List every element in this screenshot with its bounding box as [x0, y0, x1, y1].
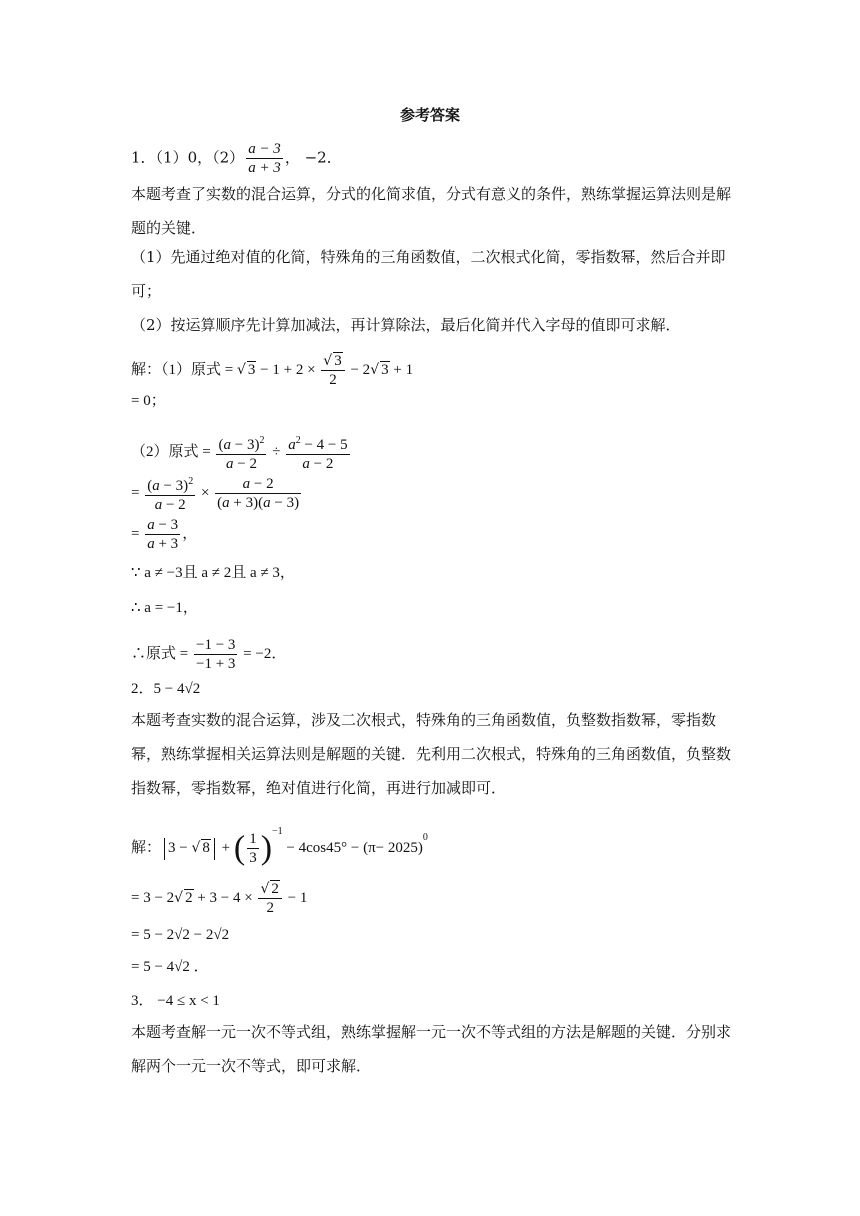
q1-condition: ∵ a ≠ −3且 a ≠ 2且 a ≠ 3， — [131, 565, 295, 581]
q1-final-value: = −2． — [243, 645, 287, 662]
q2-step-4: = 5 − 4√2 ． — [131, 959, 209, 975]
q1-sol1-label: 解：（1）原式 — [131, 361, 222, 378]
q2-answer-line — [131, 679, 200, 699]
q1-prefix: 1．（1）0，（2） — [131, 148, 245, 167]
q1-solution-2-step3: = $\frac{a - 3}{a + 3}$ ， — [131, 517, 198, 552]
q1-frac-den: a + 3 — [248, 160, 281, 176]
q2-step-2: = 3 − 2√ 2 + 3 − 4 × $\frac{√ 2}{2}$ − 1 — [131, 881, 308, 916]
q1-hint-2: （2）按运算顺序先计算加减法，再计算除法，最后化简并代入字母的值即可求解． — [131, 316, 681, 334]
q1-solution-2: （2）原式 = $\frac{(a - 3)^2}{a - 2}$ ÷ $\frac{a^2 - 4 - 5}{a - 2}$ — [131, 432, 352, 473]
q2-step-3: = 5 − 2√2 − 2√2 — [131, 927, 230, 943]
q1-final-num: −1 − 3 — [195, 637, 236, 653]
q1-intro: 本题考查了实数的混合运算，分式的化简求值，分式有意义的条件，熟练掌握运算法则是解题的关键． — [131, 185, 732, 237]
q1-solution-2-step2: = $\frac{(a - 3)^2}{a - 2}$ × $\frac{a - 2}{(a + 3)(a - 3)}$ — [131, 473, 303, 514]
q1-final-fraction — [194, 636, 237, 673]
q1-final-label: ∴原式 — [131, 645, 177, 662]
q1-a-value: ∴ a = −1， — [131, 600, 198, 616]
q2-prefix: 2． — [131, 681, 154, 697]
q1-answer-fraction — [246, 140, 283, 177]
q1-final-den: −1 + 3 — [195, 656, 236, 672]
q2-intro: 本题考查实数的混合运算，涉及二次根式，特殊角的三角函数值，负整数指数幂，零指数幂，熟练掌握相关运算法则是解题的关键．先利用二次根式，特殊角的三角函数值，负整数指数幂，零指数幂，绝对值进行化简，再进行加减即可． — [131, 711, 732, 797]
q2-answer: 5 − 4√2 — [153, 681, 201, 697]
q1-sol2-label: （2）原式 — [131, 443, 199, 460]
q1-solution-1: 解：（1）原式 = √ 3 − 1 + 2 × $\frac{√ 3}{2}$ − 2√ 3 + 1 — [131, 353, 414, 388]
q1-sol1-result: = 0； — [131, 393, 166, 409]
q2-solution: 解： 3 − √ 8 + ( $\frac{1}{3}$ )$^{-1} - 4\cos 45^\circ - (\pi- 2025)^0$ — [131, 826, 428, 867]
q1-answer-line — [131, 140, 342, 177]
q3-answer-line: 3． −4 ≤ x < 1 — [131, 993, 220, 1009]
q3-intro: 本题考查解一元一次不等式组，熟练掌握解一元一次不等式组的方法是解题的关键．分别求解两个一元一次不等式，即可求解． — [131, 1023, 732, 1075]
page-title: 参考答案 — [399, 106, 460, 124]
q1-suffix: ， −2． — [284, 148, 342, 167]
q1-final: ∴原式 = $\frac{-1 - 3}{-1 + 3}$ = −2． — [131, 637, 287, 672]
q1-hint-1: （1）先通过绝对值的化简，特殊角的三角函数值，二次根式化简，零指数幂，然后合并即可； — [131, 248, 726, 300]
q2-sol-label: 解： — [131, 840, 162, 856]
q1-frac-num: a − 3 — [248, 141, 281, 157]
